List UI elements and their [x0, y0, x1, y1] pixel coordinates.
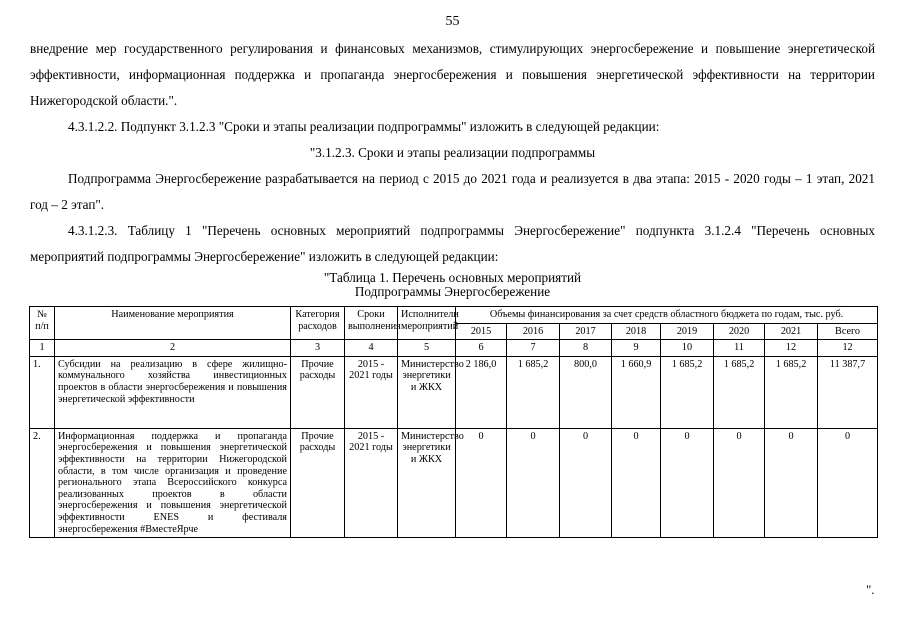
header-year: 2019	[661, 323, 714, 340]
header-year: 2017	[560, 323, 612, 340]
row-num: 2.	[30, 428, 55, 537]
paragraph-intro: внедрение мер государственного регулирования и финансовых механизмов, стимулирующих энергосбережение и повышение энергетической эффективности, информационная поддержка и пропаганда энергосбережения и повышения энергетической эффективности на территории Нижегородской области.".	[30, 41, 875, 108]
row-executors: Министерство энергетики и ЖКХ	[398, 428, 456, 537]
row-value: 0	[612, 428, 661, 537]
col-number: 11	[714, 340, 765, 357]
header-terms: Сроки выполнения	[345, 307, 398, 340]
row-value: 800,0	[560, 356, 612, 428]
col-number: 12	[818, 340, 878, 357]
page-number: 55	[445, 14, 460, 29]
col-number: 3	[291, 340, 345, 357]
row-total: 11 387,7	[818, 356, 878, 428]
table-row	[30, 356, 878, 428]
row-value: 0	[765, 428, 818, 537]
row-num: 1.	[30, 356, 55, 428]
col-number: 7	[507, 340, 560, 357]
table-row	[30, 428, 878, 537]
col-number: 8	[560, 340, 612, 357]
row-terms: 2015 - 2021 годы	[345, 356, 398, 428]
col-number: 9	[612, 340, 661, 357]
header-name: Наименование мероприятия	[55, 307, 291, 340]
table-title	[0, 271, 905, 299]
row-name: Субсидии на реализацию в сфере жилищно-коммунального хозяйства инвестиционных проектов в области энергосбережения и повышения энергетической эффективности	[55, 356, 291, 428]
col-number: 2	[55, 340, 291, 357]
header-year: 2018	[612, 323, 661, 340]
row-value: 1 685,2	[765, 356, 818, 428]
table-end-mark: ".	[866, 582, 875, 597]
column-numbers-row	[30, 340, 878, 357]
row-executors: Министерство энергетики и ЖКХ	[398, 356, 456, 428]
header-total: Всего	[818, 323, 878, 340]
table-title-line2: Подпрограммы Энергосбережение	[354, 284, 551, 299]
measures-table	[29, 306, 878, 538]
col-number: 6	[456, 340, 507, 357]
row-terms: 2015 - 2021 годы	[345, 428, 398, 537]
row-value: 0	[507, 428, 560, 537]
header-executors: Исполнители мероприятий	[398, 307, 456, 340]
header-year: 2020	[714, 323, 765, 340]
section-heading: "3.1.2.3. Сроки и этапы реализации подпрограммы	[309, 145, 596, 160]
row-value: 1 685,2	[507, 356, 560, 428]
table-title-line1: "Таблица 1. Перечень основных мероприятий	[323, 270, 582, 285]
row-total: 0	[818, 428, 878, 537]
paragraph-subpoint-3-1-2-3: 4.3.1.2.2. Подпункт 3.1.2.3 "Сроки и этапы реализации подпрограммы" изложить в следующей редакции:	[68, 119, 660, 134]
header-year: 2016	[507, 323, 560, 340]
col-number: 4	[345, 340, 398, 357]
header-year: 2021	[765, 323, 818, 340]
paragraph-stages: Подпрограмма Энергосбережение разрабатывается на период с 2015 до 2021 года и реализуется в два этапа: 2015 - 2020 годы – 1 этап, 2021 год – 2 этап".	[30, 171, 875, 212]
header-num: № п/п	[30, 307, 55, 340]
col-number: 1	[30, 340, 55, 357]
row-value: 0	[560, 428, 612, 537]
row-value: 0	[456, 428, 507, 537]
row-name: Информационная поддержка и пропаганда энергосбережения и повышения энергетической эффективности на территории Нижегородской области, в том числе организация и проведение регионального этапа Всероссийского конкурса реализованных проектов в области энергосбережения и повышения энергетической эффективности ENES и фестиваля энергосбережения #ВместеЯрче	[55, 428, 291, 537]
row-value: 1 660,9	[612, 356, 661, 428]
col-number: 10	[661, 340, 714, 357]
header-row	[30, 307, 878, 324]
header-category: Категория расходов	[291, 307, 345, 340]
col-number: 12	[765, 340, 818, 357]
row-value: 1 685,2	[714, 356, 765, 428]
row-value: 2 186,0	[456, 356, 507, 428]
row-category: Прочие расходы	[291, 356, 345, 428]
row-value: 0	[661, 428, 714, 537]
col-number: 5	[398, 340, 456, 357]
header-year: 2015	[456, 323, 507, 340]
row-value: 0	[714, 428, 765, 537]
header-funding: Объемы финансирования за счет средств областного бюджета по годам, тыс. руб.	[456, 307, 878, 324]
row-value: 1 685,2	[661, 356, 714, 428]
row-category: Прочие расходы	[291, 428, 345, 537]
paragraph-table-1: 4.3.1.2.3. Таблицу 1 "Перечень основных мероприятий подпрограммы Энергосбережение" подпункта 3.1.2.4 "Перечень основных мероприятий подпрограммы Энергосбережение" изложить в следующей редакции:	[30, 223, 875, 264]
